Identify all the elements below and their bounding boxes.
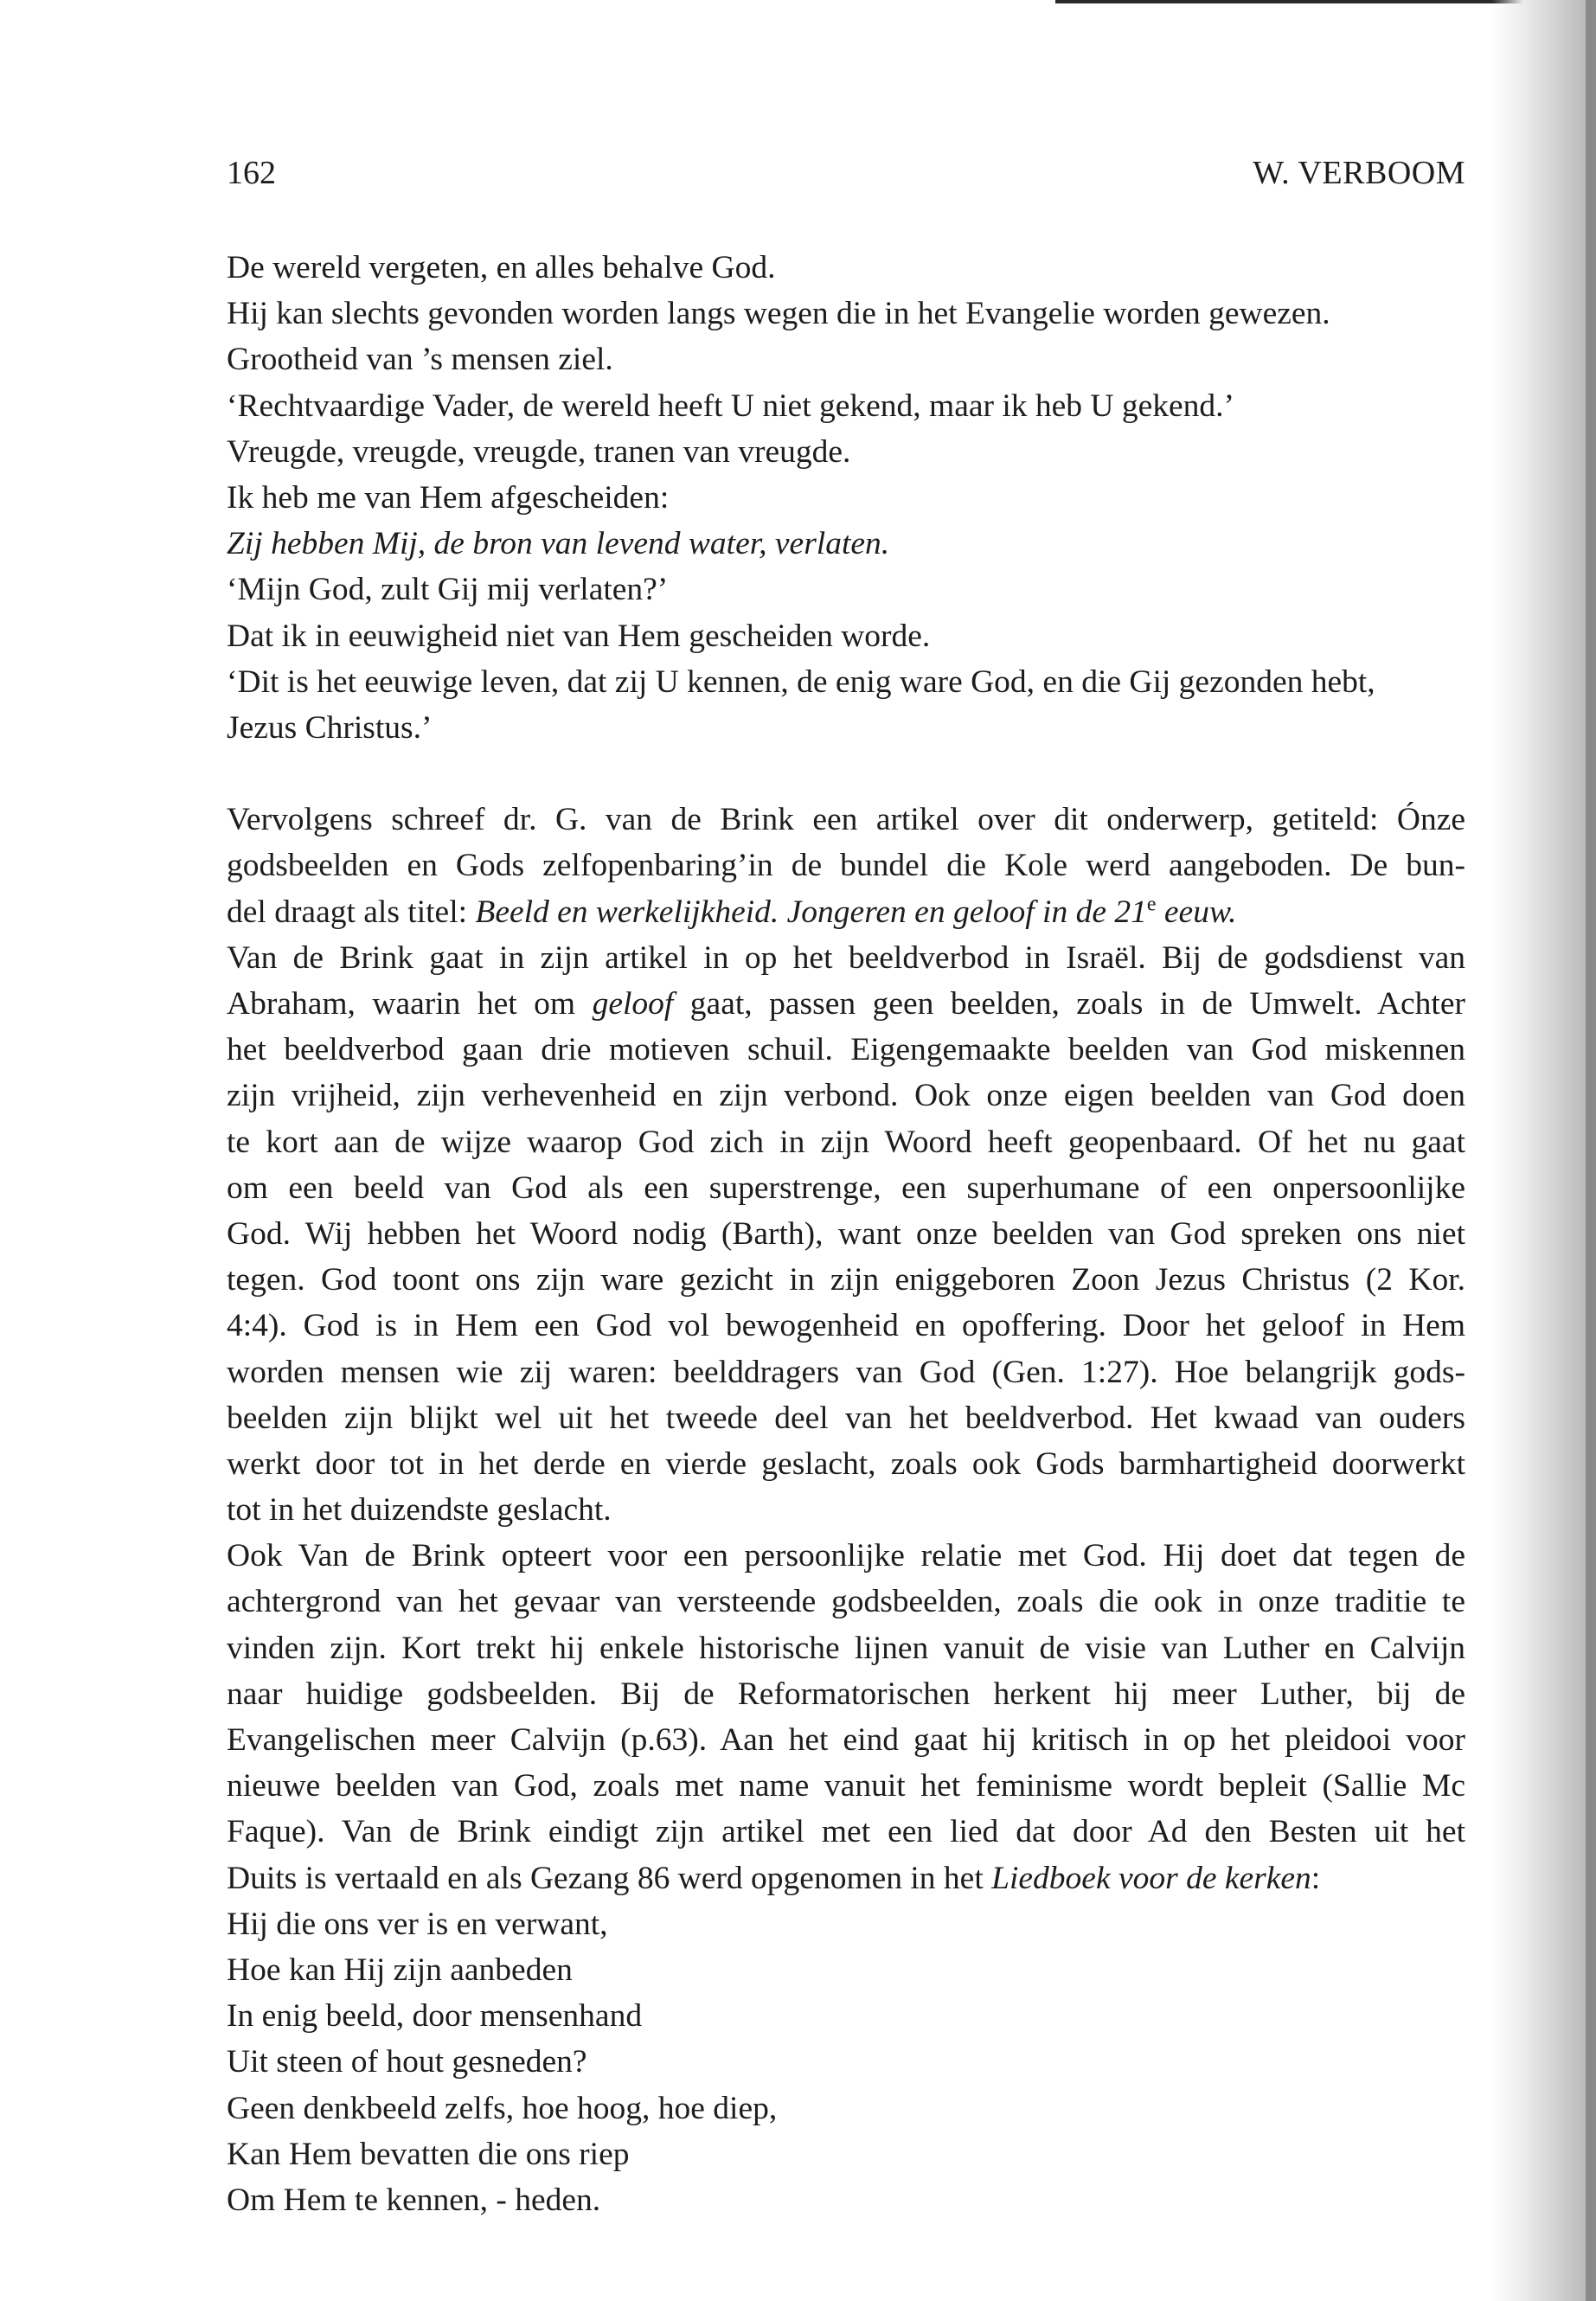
hymn-line: Uit steen of hout gesneden? — [227, 2044, 587, 2080]
top-edge-rule — [1055, 0, 1540, 3]
text-line: werkt door tot in het derde en vierde geslacht, zoals ook Gods barmhartigheid doorwerkt — [227, 1445, 1465, 1482]
paragraph-beeldverbod — [227, 935, 1465, 1533]
paragraph-intro — [227, 797, 1465, 935]
page-body — [227, 245, 1465, 2223]
text-line: naar huidige godsbeelden. Bij de Reformatorischen herkent hij meer Luther, bij de — [227, 1676, 1465, 1712]
text-line: tot in het duizendste geslacht. — [227, 1492, 612, 1529]
text-line: zijn vrijheid, zijn verhevenheid en zijn verbond. Ook onze eigen beelden van God doen — [227, 1078, 1465, 1114]
text-line: Faque). Van de Brink eindigt zijn artikel met een lied dat door Ad den Besten uit het — [227, 1814, 1465, 1850]
text-line: Ook Van de Brink opteert voor een persoonlijke relatie met God. Hij doet dat tegen de — [227, 1538, 1465, 1574]
running-head: W. VERBOOM — [1253, 155, 1465, 191]
text-line: vinden zijn. Kort trekt hij enkele historische lijnen vanuit de visie van Luther en Calvijn — [227, 1630, 1465, 1666]
text-line: beelden zijn blijkt wel uit het tweede deel van het beeldverbod. Het kwaad van ouders — [227, 1400, 1465, 1436]
quote-line: ‘Rechtvaardige Vader, de wereld heeft U niet gekend, maar ik heb U gekend.’ — [227, 388, 1235, 424]
text-line: 4:4). God is in Hem een God vol bewogenheid en opoffering. Door het geloof in Hem — [227, 1308, 1465, 1344]
hymn-line: Hoe kan Hij zijn aanbeden — [227, 1952, 573, 1988]
quote-line: ‘Mijn God, zult Gij mij verlaten?’ — [227, 572, 669, 608]
text-line: Abraham, waarin het om geloof gaat, passen geen beelden, zoals in de Umwelt. Achter — [227, 986, 1465, 1022]
page-gutter-edge — [1586, 0, 1596, 2301]
page-header — [227, 147, 1465, 199]
quote-line: Jezus Christus.’ — [227, 709, 433, 746]
text-line: godsbeelden en Gods zelfopenbaring’in de bundel die Kole werd aangeboden. De bun- — [227, 848, 1465, 884]
text-line: Duits is vertaald en als Gezang 86 werd opgenomen in het Liedboek voor de kerken: — [227, 1860, 1321, 1896]
text-line-title: del draagt als titel: Beeld en werkelijkheid. Jongeren en geloof in de 21e eeuw. — [227, 893, 1237, 930]
hymn-line: Geen denkbeeld zelfs, hoe hoog, hoe diep, — [227, 2090, 778, 2126]
hymn-line: Om Hem te kennen, - heden. — [227, 2182, 601, 2218]
quote-line: Ik heb me van Hem afgescheiden: — [227, 479, 670, 516]
text-line: Van de Brink gaat in zijn artikel in op het beeldverbod in Israël. Bij de godsdienst van — [227, 939, 1465, 976]
quote-line: De wereld vergeten, en alles behalve God. — [227, 250, 776, 285]
page-gutter-shadow — [1492, 0, 1596, 2301]
text-line: Vervolgens schreef dr. G. van de Brink een artikel over dit onderwerp, getiteld: Ónze — [227, 802, 1465, 838]
text-line: God. Wij hebben het Woord nodig (Barth), want onze beelden van God spreken ons niet — [227, 1215, 1465, 1252]
quote-line-italic: Zij hebben Mij, de bron van levend water, verlaten. — [227, 526, 890, 562]
quote-line: Hij kan slechts gevonden worden langs wegen die in het Evangelie worden gewezen. — [227, 296, 1330, 332]
text-line: tegen. God toont ons zijn ware gezicht in zijn eniggeboren Zoon Jezus Christus (2 Kor. — [227, 1262, 1465, 1298]
text-line: het beeldverbod gaan drie motieven schuil. Eigengemaakte beelden van God miskennen — [227, 1032, 1465, 1068]
page-number: 162 — [227, 155, 276, 191]
quote-line: Vreugde, vreugde, vreugde, tranen van vreugde. — [227, 433, 851, 470]
quote-line: Grootheid van ’s mensen ziel. — [227, 342, 613, 378]
hymn-block — [227, 1901, 1465, 2223]
text-line: te kort aan de wijze waarop God zich in zijn Woord heeft geopenbaard. Of het nu gaat — [227, 1124, 1465, 1160]
text-line: nieuwe beelden van God, zoals met name vanuit het feminisme wordt bepleit (Sallie Mc — [227, 1768, 1465, 1804]
quote-line: Dat ik in eeuwigheid niet van Hem gescheiden worde. — [227, 618, 931, 654]
hymn-line: Kan Hem bevatten die ons riep — [227, 2136, 630, 2172]
text-line: om een beeld van God als een superstrenge, een superhumane of een onpersoonlijke — [227, 1170, 1465, 1206]
hymn-line: In enig beeld, door mensenhand — [227, 1998, 643, 2035]
quote-block — [227, 245, 1465, 751]
paragraph-persoonlijke-relatie — [227, 1533, 1465, 1901]
paragraph-gap — [227, 751, 1465, 797]
text-line: worden mensen wie zij waren: beelddragers van God (Gen. 1:27). Hoe belangrijk gods- — [227, 1354, 1465, 1390]
text-line: Evangelischen meer Calvijn (p.63). Aan het eind gaat hij kritisch in op het pleidooi voor — [227, 1722, 1465, 1758]
quote-line: ‘Dit is het eeuwige leven, dat zij U kennen, de enig ware God, en die Gij gezonden hebt, — [227, 663, 1375, 700]
text-line: achtergrond van het gevaar van versteende godsbeelden, zoals die ook in onze traditie te — [227, 1584, 1465, 1620]
hymn-line: Hij die ons ver is en verwant, — [227, 1906, 608, 1942]
